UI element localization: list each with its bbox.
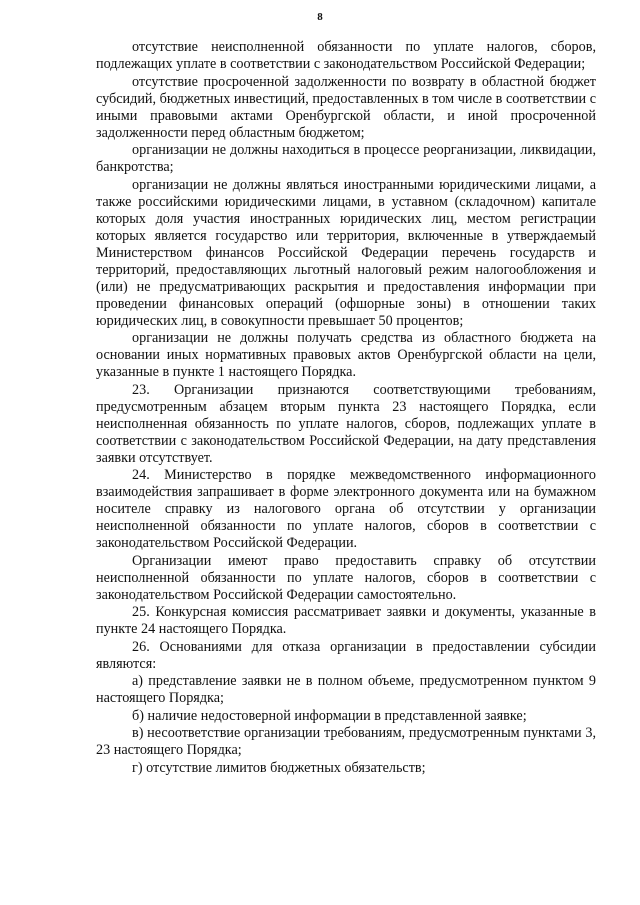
paragraph-24-self-submission: Организации имеют право предоставить справку об отсутствии неисполненной обязанности по уплате налогов, сборов в соответствии с законодательством Российской Федерации самостоятельно. <box>96 552 596 603</box>
paragraph-23: 23. Организации признаются соответствующими требованиям, предусмотренным абзацем вторым пункта 23 настоящего Порядка, если неисполненная обязанность по уплате налогов, сборов, подлежащих уплате в соответствии с законодательством Российской Федерации, на дату представления заявки отсутствует. <box>96 381 596 466</box>
paragraph-no-foreign-entities: организации не должны являться иностранными юридическими лицами, а также российскими юридическими лицами, в уставном (складочном) капитале которых доля участия иностранных юридических лиц, местом регистрации которых является государство или территория, включенные в утверждаемый Министерством финансов Российской Федерации перечень государств и территорий, предоставляющих льготный налоговый режим налогообложения и (или) не предусматривающих раскрытия и предоставления информации при проведении финансовых операций (офшорные зоны) в отношении таких юридических лиц, в совокупности превышает 50 процентов; <box>96 176 596 329</box>
document-body <box>96 39 596 777</box>
list-item-v: в) несоответствие организации требованиям, предусмотренным пунктами 3, 23 настоящего Порядка; <box>96 725 596 758</box>
page-number: 8 <box>317 11 323 23</box>
paragraph-no-tax-debt: отсутствие неисполненной обязанности по уплате налогов, сборов, подлежащих уплате в соответствии с законодательством Российской Федерации; <box>96 39 596 72</box>
paragraph-25: 25. Конкурсная комиссия рассматривает заявки и документы, указанные в пункте 24 настоящего Порядка. <box>96 604 596 637</box>
paragraph-26: 26. Основаниями для отказа организации в предоставлении субсидии являются: <box>96 638 596 672</box>
list-item-g: г) отсутствие лимитов бюджетных обязательств; <box>132 759 426 776</box>
list-item-a: а) представление заявки не в полном объеме, предусмотренном пунктом 9 настоящего Порядка; <box>96 673 596 706</box>
paragraph-no-other-funding: организации не должны получать средства из областного бюджета на основании иных нормативных правовых актов Оренбургской области на цели, указанные в пункте 1 настоящего Порядка. <box>96 330 596 380</box>
paragraph-no-reorganization: организации не должны находиться в процессе реорганизации, ликвидации, банкротства; <box>96 142 596 175</box>
paragraph-24: 24. Министерство в порядке межведомственного информационного взаимодействия запрашивает в форме электронного документа или на бумажном носителе справку из налогового органа об отсутствии у организации неисполненной обязанности по уплате налогов, сборов в соответствии с законодательством Российской Федерации. <box>96 467 596 551</box>
list-item-b: б) наличие недостоверной информации в представленной заявке; <box>132 707 527 724</box>
paragraph-no-overdue-debt: отсутствие просроченной задолженности по возврату в областной бюджет субсидий, бюджетных инвестиций, предоставленных в том числе в соответствии с иными правовыми актами Оренбургской области, и иной просроченной задолженности перед областным бюджетом; <box>96 73 596 141</box>
